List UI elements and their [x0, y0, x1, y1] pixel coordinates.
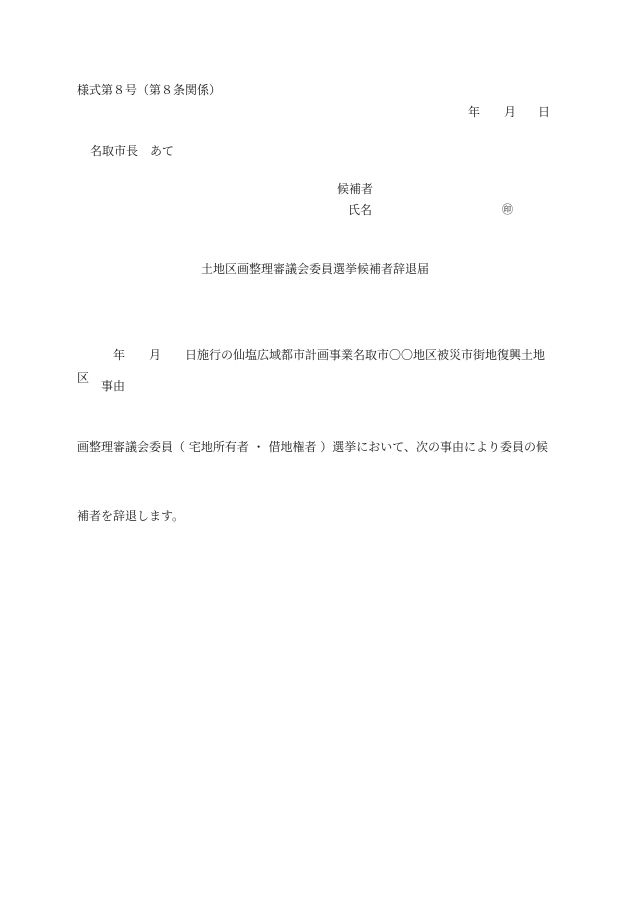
document-title: 土地区画整理審議会委員選挙候補者辞退届 [200, 262, 429, 276]
date-day-label: 日 [537, 105, 550, 119]
reason-label: 事由 [101, 379, 126, 393]
seal-icon: ㊞ [502, 203, 513, 216]
date-month-label: 月 [503, 105, 516, 119]
name-label: 氏名 [348, 203, 373, 217]
candidate-label: 候補者 [337, 182, 374, 196]
date-year-label: 年 [467, 105, 480, 119]
body-line-2: 画整理審議会委員（ 宅地所有者 ・ 借地権者 ）選挙において、次の事由により委員の候 [77, 440, 549, 454]
body-line-1: 年 月 日施行の仙塩広域都市計画事業名取市〇〇地区被災市街地復興土地区 [77, 348, 546, 385]
form-number: 様式第８号（第８条関係） [77, 83, 222, 97]
date-line [468, 106, 550, 118]
body-line-3: 補者を辞退します。 [77, 509, 185, 523]
body-paragraph [77, 298, 555, 574]
addressee: 名取市長 あて [90, 144, 175, 158]
